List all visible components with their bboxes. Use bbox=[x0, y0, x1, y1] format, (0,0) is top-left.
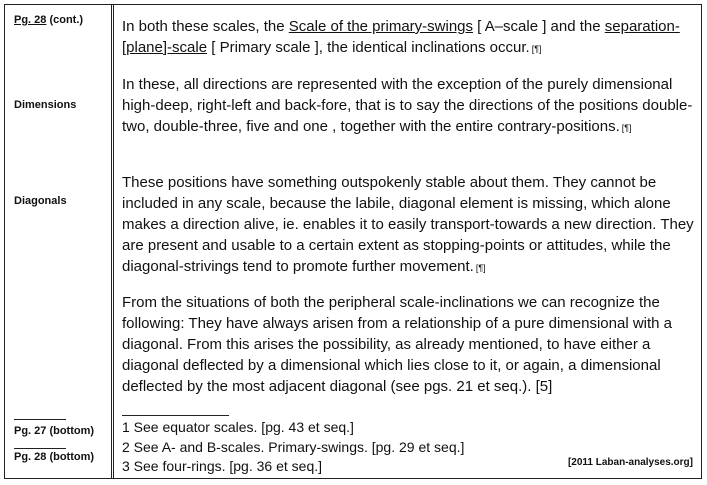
paragraph-dimensions bbox=[122, 74, 697, 139]
page-link[interactable]: Pg. 28 bbox=[14, 14, 47, 26]
sidebar-page-27-bottom: Pg. 27 (bottom) bbox=[14, 425, 95, 437]
text-run: [ A–scale ] and the bbox=[473, 18, 605, 35]
scale-primary-swings-link[interactable]: Scale of the primary-swings bbox=[288, 18, 474, 35]
footnote-rule bbox=[122, 415, 229, 416]
paragraph-diagonals bbox=[122, 172, 697, 279]
sidebar-page-28-bottom: Pg. 28 (bottom) bbox=[14, 451, 95, 463]
pilcrow-marker: [¶] bbox=[475, 263, 486, 273]
page-frame bbox=[4, 4, 702, 479]
paragraph-scales bbox=[122, 16, 697, 60]
separation-scale-link[interactable]: separation-[plane]-scale bbox=[122, 18, 680, 56]
column-divider bbox=[111, 5, 114, 478]
text-run: [ Primary scale ], the identical inclinations occur. bbox=[207, 39, 530, 56]
footnote-1: 1 See equator scales. [pg. 43 et seq.] bbox=[122, 419, 354, 435]
sidebar-footnote-rule bbox=[14, 419, 66, 420]
sidebar-page-reference-top bbox=[14, 14, 83, 26]
page-suffix: (cont.) bbox=[46, 14, 84, 26]
paragraph-inclinations: From the situations of both the peripheral scale-inclinations we can recognize the following: They have always arisen from a relationship of a pure dimensional with a diagonal. From this arises the possibility, as already mentioned, to have either a diagonal deflected by a dimensional which lies close to it, or again, a dimensional deflected by the most adjacent diagonal (see pgs. 21 et seq.). [5] bbox=[122, 294, 673, 395]
copyright-credit: [2011 Laban-analyses.org] bbox=[567, 457, 693, 468]
pilcrow-marker: [¶] bbox=[531, 44, 542, 54]
text-run: These positions have something outspokenly stable about them. They cannot be included in any scale, because the labile, diagonal element is missing, which alone makes a direction alive, ie. enables it to easily transport-towards a new direction. They are present and usable to a certain extent as stopping-points or attitudes, while the diagonal-strivings tend to promote further movement. bbox=[122, 174, 694, 275]
footnote-3: 3 See four-rings. [pg. 36 et seq.] bbox=[122, 458, 323, 474]
footnote-2: 2 See A- and B-scales. Primary-swings. [pg. 29 et seq.] bbox=[122, 438, 465, 455]
footnotes bbox=[122, 418, 464, 477]
sidebar-footnote-rule bbox=[14, 448, 66, 449]
sidebar-label-dimensions: Dimensions bbox=[14, 99, 77, 111]
sidebar-label-diagonals: Diagonals bbox=[14, 195, 67, 207]
text-run: In both these scales, the bbox=[122, 18, 289, 35]
pilcrow-marker: [¶] bbox=[621, 123, 632, 133]
text-run: In these, all directions are represented with the exception of the purely dimensional high-deep, right-left and back-fore, that is to say the directions of the positions double-two, double-three, five and one , together with the entire contrary-positions. bbox=[122, 76, 693, 135]
